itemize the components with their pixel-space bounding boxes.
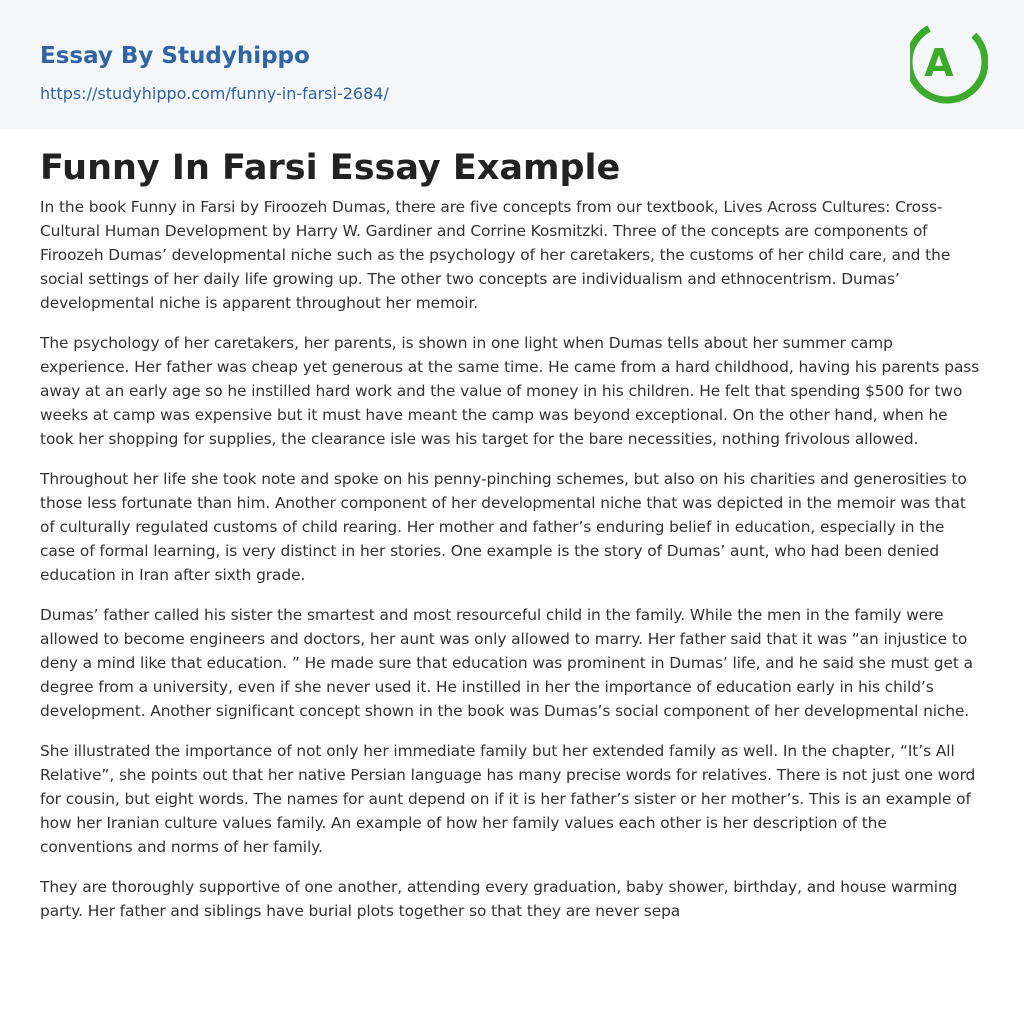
page-title: Funny In Farsi Essay Example	[40, 148, 621, 188]
essay-paragraph: She illustrated the importance of not only her immediate family but her extended family as well. In the chapter, “It’s All Relative”, she points out that her native Persian language has many precise words for relatives. There is not just one word for cousin, but eight words. The names for aunt depend on if it is her father’s sister or her mother’s. This is an example of how her Iranian culture values family. An example of how her family values each other is her description of the conventions and norms of her family.	[40, 742, 976, 856]
essay-body	[40, 195, 982, 939]
essay-paragraph: In the book Funny in Farsi by Firoozeh Dumas, there are five concepts from our textbook, Lives Across Cultures: Cross-Cultural Human Development by Harry W. Gardiner and Corrine Kosmitzki. Three of the concepts are components of Firoozeh Dumas’ developmental niche such as the psychology of her caretakers, the customs of her child care, and the social settings of her daily life growing up. The other two concepts are individualism and ethnocentrism. Dumas’ developmental niche is apparent throughout her memoir.	[40, 198, 951, 312]
logo-letter: A	[924, 41, 954, 85]
essay-paragraph: Dumas’ father called his sister the smartest and most resourceful child in the family. While the men in the family were allowed to become engineers and doctors, her aunt was only allowed to marry. Her father said that it was “an injustice to deny a mind like that education. ” He made sure that education was prominent in Dumas’ life, and he said she must get a degree from a university, even if she never used it. He instilled in her the importance of education early in his child’s development. Another significant concept shown in the book was Dumas’s social component of her developmental niche.	[40, 606, 973, 720]
studyhippo-logo-icon[interactable]	[910, 18, 988, 106]
site-header	[0, 0, 1024, 129]
essay-paragraph: The psychology of her caretakers, her parents, is shown in one light when Dumas tells about her summer camp experience. Her father was cheap yet generous at the same time. He came from a hard childhood, having his parents pass away at an early age so he instilled hard work and the value of money in his children. He felt that spending $500 for two weeks at camp was expensive but it must have meant the camp was beyond exceptional. On the other hand, when he took her shopping for supplies, the clearance isle was his target for the bare necessities, nothing frivolous allowed.	[40, 334, 980, 448]
essay-paragraph: They are thoroughly supportive of one another, attending every graduation, baby shower, birthday, and house warming party. Her father and siblings have burial plots together so that they are never sepa	[40, 878, 958, 920]
essay-paragraph: Throughout her life she took note and spoke on his penny-pinching schemes, but also on his charities and generosities to those less fortunate than him. Another component of her developmental niche that was depicted in the memoir was that of culturally regulated customs of child rearing. Her mother and father’s enduring belief in education, especially in the case of formal learning, is very distinct in her stories. One example is the story of Dumas’ aunt, who had been denied education in Iran after sixth grade.	[40, 470, 967, 584]
article-url-link[interactable]: https://studyhippo.com/funny-in-farsi-2684/	[40, 84, 389, 103]
site-brand[interactable]: Essay By Studyhippo	[40, 43, 310, 69]
